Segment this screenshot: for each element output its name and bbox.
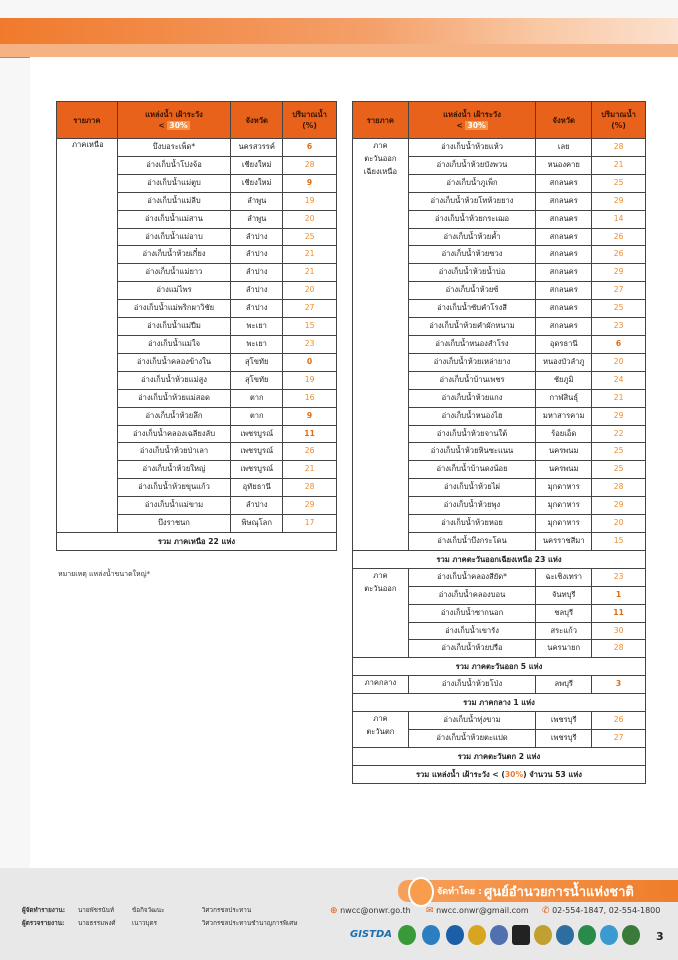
reservoir-name: อ่างเก็บน้ำคลองเฉลียงลับ bbox=[117, 425, 231, 443]
volume-percent: 0 bbox=[283, 353, 337, 371]
province-name: นครพนม bbox=[536, 461, 592, 479]
reservoir-name: อ่างเก็บน้ำห้วยไผ่ bbox=[408, 479, 536, 497]
gistda-logo: GISTDA bbox=[350, 929, 392, 940]
grand-total-suffix: ) จำนวน 53 แห่ง bbox=[523, 770, 583, 780]
volume-percent: 22 bbox=[592, 425, 646, 443]
volume-percent: 28 bbox=[283, 479, 337, 497]
province-name: ลำปาง bbox=[231, 264, 283, 282]
province-name: เชียงใหม่ bbox=[231, 174, 283, 192]
header-province: จังหวัด bbox=[231, 102, 283, 139]
volume-percent: 25 bbox=[592, 300, 646, 318]
region-label: ตะวันตก bbox=[366, 727, 395, 737]
header-source-label: แหล่งน้ำ เฝ้าระวัง bbox=[443, 110, 501, 119]
province-name: พะเยา bbox=[231, 335, 283, 353]
province-name: ลำปาง bbox=[231, 497, 283, 515]
volume-percent: 21 bbox=[592, 389, 646, 407]
province-name: มุกดาหาร bbox=[536, 479, 592, 497]
province-name: ชลบุรี bbox=[536, 604, 592, 622]
header-source-label: แหล่งน้ำ เฝ้าระวัง bbox=[145, 110, 203, 119]
phone-text: 02-554-1847, 02-554-1800 bbox=[552, 906, 661, 915]
province-name: ตาก bbox=[231, 407, 283, 425]
reservoir-name: อ่างเก็บน้ำห้วยซ้ bbox=[408, 282, 536, 300]
header-pct: 30% bbox=[169, 121, 188, 130]
volume-percent: 29 bbox=[592, 407, 646, 425]
agency-logo-11 bbox=[622, 925, 640, 945]
province-name: เลย bbox=[536, 139, 592, 157]
volume-percent: 25 bbox=[592, 174, 646, 192]
volume-percent: 6 bbox=[283, 139, 337, 157]
volume-percent: 20 bbox=[283, 210, 337, 228]
province-name: ลำพูน bbox=[231, 210, 283, 228]
total-row bbox=[353, 748, 646, 766]
province-name: พิษณุโลก bbox=[231, 515, 283, 533]
volume-percent: 26 bbox=[592, 246, 646, 264]
volume-percent: 29 bbox=[592, 264, 646, 282]
province-name: ลำปาง bbox=[231, 282, 283, 300]
volume-percent: 28 bbox=[592, 640, 646, 658]
volume-percent: 21 bbox=[283, 461, 337, 479]
table-header-row bbox=[353, 102, 646, 139]
table-row bbox=[353, 676, 646, 694]
northeast-total: รวม ภาคตะวันออกเฉียงเหนือ 23 แห่ง bbox=[353, 550, 646, 568]
reservoir-name: อ่างเก็บน้ำห้วยแกง bbox=[408, 389, 536, 407]
agency-logo-3 bbox=[446, 925, 464, 945]
header-region: รายภาค bbox=[57, 102, 118, 139]
volume-percent: 25 bbox=[592, 461, 646, 479]
agency-logo-7 bbox=[534, 925, 552, 945]
east-total: รวม ภาคตะวันออก 5 แห่ง bbox=[353, 658, 646, 676]
header-volume-label: ปริมาณน้ำ bbox=[292, 110, 327, 119]
volume-percent: 26 bbox=[283, 443, 337, 461]
agency-logo-4 bbox=[468, 925, 486, 945]
volume-percent: 28 bbox=[592, 479, 646, 497]
volume-percent: 29 bbox=[283, 497, 337, 515]
province-name: หนองคาย bbox=[536, 156, 592, 174]
mail-icon: ✉ bbox=[426, 906, 434, 916]
region-cell bbox=[57, 139, 118, 533]
province-name: เพชรบูรณ์ bbox=[231, 443, 283, 461]
globe-icon: ⊕ bbox=[330, 906, 338, 916]
total-row bbox=[353, 658, 646, 676]
reservoir-name: อ่างเก็บน้ำห้วยป่าเลา bbox=[117, 443, 231, 461]
reservoir-name: อ่างเก็บน้ำห้วยตะแปด bbox=[408, 730, 536, 748]
province-name: เพชรบูรณ์ bbox=[231, 425, 283, 443]
region-label: ตะวันออก bbox=[364, 154, 397, 163]
agency-logo-10 bbox=[600, 925, 618, 945]
check-label: ผู้ตรวจรายงาน: bbox=[22, 920, 65, 927]
grand-total-pct: 30% bbox=[504, 770, 524, 780]
province-name: นครสวรรค์ bbox=[231, 139, 283, 157]
province-name: ลำปาง bbox=[231, 300, 283, 318]
volume-percent: 19 bbox=[283, 192, 337, 210]
reservoir-name: อ่างเก็บน้ำบ้านดงน้อย bbox=[408, 461, 536, 479]
volume-percent: 21 bbox=[592, 156, 646, 174]
reservoir-name: อ่างเก็บน้ำห้วยขุนแก้ว bbox=[117, 479, 231, 497]
region-cell bbox=[353, 676, 409, 694]
maker1-last: ข้อกิจวัฒนะ bbox=[132, 907, 165, 914]
reservoir-name: อ่างเก็บน้ำซากนอก bbox=[408, 604, 536, 622]
province-name: ลำพูน bbox=[231, 192, 283, 210]
volume-percent: 27 bbox=[592, 282, 646, 300]
province-name: จันทบุรี bbox=[536, 586, 592, 604]
reservoir-name: อ่างเก็บน้ำห้วยพุง bbox=[408, 497, 536, 515]
reservoir-name: บึงราชนก bbox=[117, 515, 231, 533]
maker1-position: วิศวกรชลประทาน bbox=[202, 907, 252, 914]
province-name: ชัยภูมิ bbox=[536, 371, 592, 389]
reservoir-name: อ่างเก็บน้ำคลองบอน bbox=[408, 586, 536, 604]
table-row bbox=[353, 568, 646, 586]
reservoir-name: อ่างเก็บน้ำคลองสียัด* bbox=[408, 568, 536, 586]
table-header-row bbox=[57, 102, 337, 139]
reservoir-name: อ่างเก็บน้ำห้วยลึก bbox=[117, 407, 231, 425]
province-name: สกลนคร bbox=[536, 174, 592, 192]
header-source bbox=[408, 102, 536, 139]
reservoir-name: อ่างเก็บน้ำทุ่งขาม bbox=[408, 712, 536, 730]
province-name: ลำปาง bbox=[231, 246, 283, 264]
province-name: มุกดาหาร bbox=[536, 515, 592, 533]
province-name: มหาสารคาม bbox=[536, 407, 592, 425]
volume-percent: 19 bbox=[283, 371, 337, 389]
province-name: มุกดาหาร bbox=[536, 497, 592, 515]
grand-total-row bbox=[353, 766, 646, 784]
province-name: สระแก้ว bbox=[536, 622, 592, 640]
volume-percent: 21 bbox=[283, 246, 337, 264]
volume-percent: 25 bbox=[592, 443, 646, 461]
page-number: 3 bbox=[656, 930, 664, 943]
reservoir-name: อ่างเก็บน้ำแม่สาน bbox=[117, 210, 231, 228]
province-name: สกลนคร bbox=[536, 246, 592, 264]
reservoir-name: อ่างเก็บน้ำห้วยหอย bbox=[408, 515, 536, 533]
volume-percent: 20 bbox=[592, 353, 646, 371]
header-province: จังหวัด bbox=[536, 102, 592, 139]
province-name: เพชรบูรณ์ bbox=[231, 461, 283, 479]
province-name: สกลนคร bbox=[536, 318, 592, 336]
province-name: ร้อยเอ็ด bbox=[536, 425, 592, 443]
reservoir-name: อ่างเก็บน้ำแม่ลีบ bbox=[117, 192, 231, 210]
region-cell bbox=[353, 139, 409, 551]
province-name: สกลนคร bbox=[536, 300, 592, 318]
reservoir-name: อ่างเก็บน้ำแม่ขาม bbox=[117, 497, 231, 515]
province-name: เชียงใหม่ bbox=[231, 156, 283, 174]
volume-percent: 28 bbox=[283, 156, 337, 174]
reservoir-name: อ่างเก็บน้ำซับคำโรงสี bbox=[408, 300, 536, 318]
volume-percent: 16 bbox=[283, 389, 337, 407]
footer-by-label: จัดทำโดย : bbox=[437, 887, 482, 897]
reservoir-name: อ่างเก็บน้ำห้วยค้ำ bbox=[408, 228, 536, 246]
reservoir-name: อ่างเก็บน้ำโปงจ้อ bbox=[117, 156, 231, 174]
phone-icon: ✆ bbox=[542, 906, 550, 916]
header-lt: < bbox=[456, 121, 463, 130]
volume-percent: 20 bbox=[283, 282, 337, 300]
reservoir-name: อ่างเก็บน้ำห้วยแห้ว bbox=[408, 139, 536, 157]
province-name: นครราชสีมา bbox=[536, 532, 592, 550]
reservoir-name: อ่างเก็บน้ำห้วยคำผักหนาม bbox=[408, 318, 536, 336]
volume-percent: 20 bbox=[592, 515, 646, 533]
maker1-first: นายพัชรนันท์ bbox=[78, 907, 115, 914]
province-name: นครนายก bbox=[536, 640, 592, 658]
volume-percent: 17 bbox=[283, 515, 337, 533]
maker2-last: เนาวบุตร bbox=[132, 920, 157, 927]
header-volume-unit: (%) bbox=[302, 121, 317, 130]
region-label: ภาค bbox=[373, 570, 388, 580]
volume-percent: 11 bbox=[283, 425, 337, 443]
header-source bbox=[117, 102, 231, 139]
maker2-first: นายธรรมพงศ์ bbox=[78, 920, 116, 927]
volume-percent: 28 bbox=[592, 139, 646, 157]
contact-email2 bbox=[426, 906, 529, 916]
region-label: ภาค bbox=[373, 714, 388, 724]
footnote: หมายเหตุ แหล่งน้ำขนาดใหญ่* bbox=[58, 570, 151, 578]
volume-percent: 15 bbox=[283, 318, 337, 336]
agency-logo-6 bbox=[512, 925, 530, 945]
region-label: เฉียงเหนือ bbox=[363, 167, 398, 176]
reservoir-name: อ่างเก็บน้ำเขารัง bbox=[408, 622, 536, 640]
water-drop-icon bbox=[408, 877, 434, 907]
volume-percent: 21 bbox=[283, 264, 337, 282]
reservoir-name: อ่างเก็บน้ำแม่ยาว bbox=[117, 264, 231, 282]
reservoir-name: อ่างเก็บน้ำห้วยจานใต้ bbox=[408, 425, 536, 443]
agency-logo-9 bbox=[578, 925, 596, 945]
volume-percent: 9 bbox=[283, 407, 337, 425]
volume-percent: 9 bbox=[283, 174, 337, 192]
volume-percent: 3 bbox=[592, 676, 646, 694]
province-name: ตาก bbox=[231, 389, 283, 407]
email2-text: nwcc.onwr@gmail.com bbox=[436, 906, 529, 915]
province-name: สกลนคร bbox=[536, 282, 592, 300]
region-label: ตะวันออก bbox=[364, 583, 397, 593]
header-volume bbox=[283, 102, 337, 139]
north-region-table bbox=[56, 101, 337, 551]
province-name: สกลนคร bbox=[536, 228, 592, 246]
reservoir-name: อ่างแม่ไพร bbox=[117, 282, 231, 300]
volume-percent: 23 bbox=[283, 335, 337, 353]
west-total: รวม ภาคตะวันตก 2 แห่ง bbox=[353, 748, 646, 766]
reservoir-name: บึงบอระเพ็ด* bbox=[117, 139, 231, 157]
volume-percent: 27 bbox=[592, 730, 646, 748]
header-lt: < bbox=[158, 121, 165, 130]
footer-org-name: ศูนย์อำนวยการน้ำแห่งชาติ bbox=[484, 885, 634, 900]
province-name: อุทัยธานี bbox=[231, 479, 283, 497]
report-label: ผู้จัดทำรายงาน: bbox=[22, 907, 66, 914]
province-name: หนองบัวลำภู bbox=[536, 353, 592, 371]
grand-total-prefix: รวม แหล่งน้ำ เฝ้าระวัง < ( bbox=[415, 770, 505, 780]
agency-logo-5 bbox=[490, 925, 508, 945]
province-name: อุดรธานี bbox=[536, 335, 592, 353]
reservoir-name: อ่างเก็บน้ำห้วยแม่สูง bbox=[117, 371, 231, 389]
reservoir-name: อ่างเก็บน้ำห้วยโป่ง bbox=[408, 676, 536, 694]
reservoir-name: อ่างเก็บน้ำห้วยใหญ่ bbox=[117, 461, 231, 479]
volume-percent: 23 bbox=[592, 318, 646, 336]
central-total: รวม ภาคกลาง 1 แห่ง bbox=[353, 694, 646, 712]
reservoir-name: อ่างเก็บน้ำห้วยแม่สอด bbox=[117, 389, 231, 407]
province-name: สุโขทัย bbox=[231, 353, 283, 371]
province-name: นครพนม bbox=[536, 443, 592, 461]
header-pct: 30% bbox=[467, 121, 486, 130]
reservoir-name: อ่างเก็บน้ำแม่พริกผาวิชัย bbox=[117, 300, 231, 318]
volume-percent: 15 bbox=[592, 532, 646, 550]
volume-percent: 27 bbox=[283, 300, 337, 318]
volume-percent: 23 bbox=[592, 568, 646, 586]
total-row bbox=[353, 550, 646, 568]
agency-logo-8 bbox=[556, 925, 574, 945]
partner-logos bbox=[350, 925, 650, 949]
header-stripe bbox=[0, 44, 678, 57]
grand-total bbox=[353, 766, 646, 784]
volume-percent: 26 bbox=[592, 228, 646, 246]
email1-text: nwcc@onwr.go.th bbox=[340, 906, 411, 915]
table-row bbox=[57, 139, 337, 157]
header-region: รายภาค bbox=[353, 102, 409, 139]
agency-logo-2 bbox=[422, 925, 440, 945]
province-name: กาฬสินธุ์ bbox=[536, 389, 592, 407]
reservoir-name: อ่างเก็บน้ำห้วยน้ำบ่อ bbox=[408, 264, 536, 282]
other-regions-table bbox=[352, 101, 646, 784]
province-name: สกลนคร bbox=[536, 264, 592, 282]
maker2-position: วิศวกรชลประทานชำนาญการพิเศษ bbox=[202, 920, 298, 927]
reservoir-name: อ่างเก็บน้ำห้วยโทห้วยยาง bbox=[408, 192, 536, 210]
reservoir-name: อ่างเก็บน้ำห้วยบังพวน bbox=[408, 156, 536, 174]
province-name: สกลนคร bbox=[536, 192, 592, 210]
total-row bbox=[353, 694, 646, 712]
agency-logo-1 bbox=[398, 925, 416, 945]
total-row bbox=[57, 532, 337, 550]
reservoir-name: อ่างเก็บน้ำห้วยซวง bbox=[408, 246, 536, 264]
province-name: เพชรบุรี bbox=[536, 712, 592, 730]
reservoir-name: อ่างเก็บน้ำห้วยปรือ bbox=[408, 640, 536, 658]
reservoir-name: อ่างเก็บน้ำบึงกระโดน bbox=[408, 532, 536, 550]
province-name: สุโขทัย bbox=[231, 371, 283, 389]
reservoir-name: อ่างเก็บน้ำหนองไฮ bbox=[408, 407, 536, 425]
volume-percent: 14 bbox=[592, 210, 646, 228]
header-volume bbox=[592, 102, 646, 139]
reservoir-name: อ่างเก็บน้ำแม่ปืม bbox=[117, 318, 231, 336]
volume-percent: 1 bbox=[592, 586, 646, 604]
volume-percent: 11 bbox=[592, 604, 646, 622]
reservoir-name: อ่างเก็บน้ำห้วยเหล่ายาง bbox=[408, 353, 536, 371]
reservoir-name: อ่างเก็บน้ำห้วยเกี๋ยง bbox=[117, 246, 231, 264]
volume-percent: 29 bbox=[592, 192, 646, 210]
reservoir-name: อ่างเก็บน้ำบ้านเพชร bbox=[408, 371, 536, 389]
volume-percent: 29 bbox=[592, 497, 646, 515]
province-name: ลำปาง bbox=[231, 228, 283, 246]
volume-percent: 25 bbox=[283, 228, 337, 246]
reservoir-name: อ่างเก็บน้ำห้วยหินซะแนน bbox=[408, 443, 536, 461]
region-label: ภาค bbox=[373, 141, 388, 150]
header-volume-label: ปริมาณน้ำ bbox=[601, 110, 636, 119]
header-volume-unit: (%) bbox=[611, 121, 626, 130]
region-label: ภาคกลาง bbox=[364, 678, 397, 688]
province-name: ลพบุรี bbox=[536, 676, 592, 694]
volume-percent: 30 bbox=[592, 622, 646, 640]
province-name: สกลนคร bbox=[536, 210, 592, 228]
volume-percent: 24 bbox=[592, 371, 646, 389]
volume-percent: 6 bbox=[592, 335, 646, 353]
province-name: พะเยา bbox=[231, 318, 283, 336]
province-name: เพชรบุรี bbox=[536, 730, 592, 748]
table-row bbox=[353, 712, 646, 730]
region-cell bbox=[353, 568, 409, 658]
province-name: ฉะเชิงเทรา bbox=[536, 568, 592, 586]
table-row bbox=[353, 139, 646, 157]
reservoir-name: อ่างเก็บน้ำแม่ตูบ bbox=[117, 174, 231, 192]
region-cell bbox=[353, 712, 409, 748]
reservoir-name: อ่างเก็บน้ำหนองสำโรง bbox=[408, 335, 536, 353]
north-total: รวม ภาคเหนือ 22 แห่ง bbox=[57, 532, 337, 550]
contact-email1 bbox=[330, 906, 411, 916]
reservoir-name: อ่างเก็บน้ำห้วยกระเฌอ bbox=[408, 210, 536, 228]
reservoir-name: อ่างเก็บน้ำภูเพ็ก bbox=[408, 174, 536, 192]
contact-phone bbox=[542, 906, 660, 916]
volume-percent: 26 bbox=[592, 712, 646, 730]
reservoir-name: อ่างเก็บน้ำคลองข้างใน bbox=[117, 353, 231, 371]
reservoir-name: อ่างเก็บน้ำแม่อาบ bbox=[117, 228, 231, 246]
region-label: ภาคเหนือ bbox=[71, 140, 104, 149]
reservoir-name: อ่างเก็บน้ำแม่ใจ bbox=[117, 335, 231, 353]
